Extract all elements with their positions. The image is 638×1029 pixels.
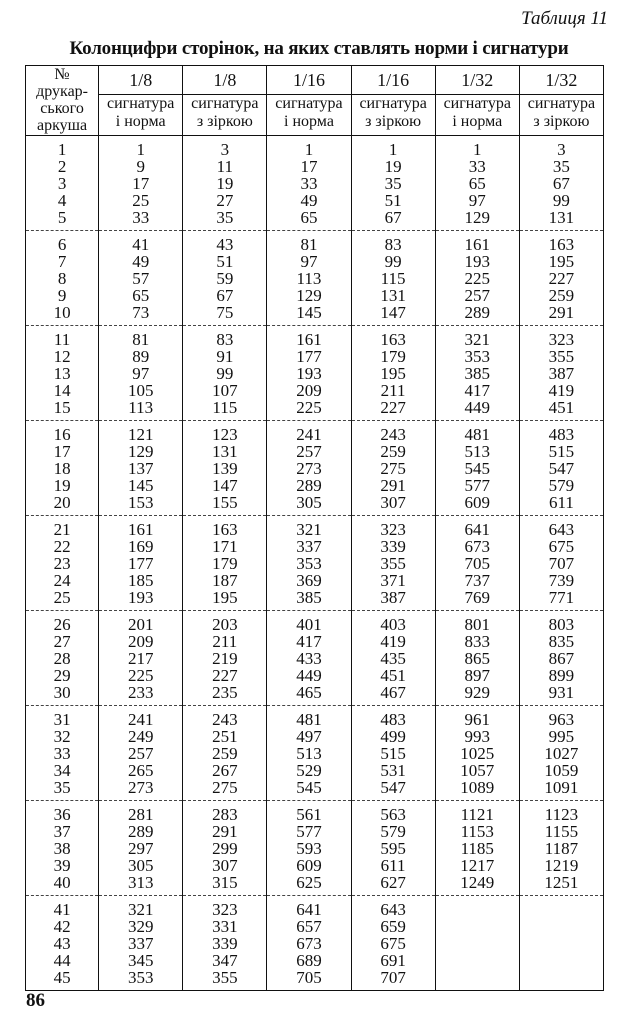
format-header: 1/32 (519, 66, 603, 95)
page-numbers-cell: 321 337 353 369 385 (267, 516, 351, 611)
sheet-numbers-cell: 11 12 13 14 15 (26, 326, 99, 421)
page-number: 86 (26, 990, 45, 1011)
page-numbers-cell: 161 169 177 185 193 (99, 516, 183, 611)
page-numbers-cell: 1 33 65 97 129 (435, 136, 519, 231)
page-numbers-cell: 1 9 17 25 33 (99, 136, 183, 231)
table-number-label: Таблиця 11 (521, 8, 608, 29)
page-numbers-cell: 241 249 257 265 273 (99, 706, 183, 801)
sub-header: сигнатура з зіркою (183, 95, 267, 136)
format-header: 1/32 (435, 66, 519, 95)
table-row (26, 516, 604, 611)
page-numbers-cell: 1121 1153 1185 1217 1249 (435, 801, 519, 896)
table-row (26, 706, 604, 801)
page-numbers-cell: 83 91 99 107 115 (183, 326, 267, 421)
page-numbers-cell: 201 209 217 225 233 (99, 611, 183, 706)
format-header: 1/8 (183, 66, 267, 95)
page-numbers-cell: 323 331 339 347 355 (183, 896, 267, 991)
page-numbers-cell: 83 99 115 131 147 (351, 231, 435, 326)
page-numbers-cell: 121 129 137 145 153 (99, 421, 183, 516)
page-numbers-cell: 643 675 707 739 771 (519, 516, 603, 611)
sheet-numbers-cell: 31 32 33 34 35 (26, 706, 99, 801)
format-header: 1/8 (99, 66, 183, 95)
page-numbers-cell: 481 513 545 577 609 (435, 421, 519, 516)
sub-header: сигнатура з зіркою (519, 95, 603, 136)
page-numbers-cell: 243 251 259 267 275 (183, 706, 267, 801)
page-numbers-cell (435, 896, 519, 991)
page-numbers-cell: 401 417 433 449 465 (267, 611, 351, 706)
page-numbers-cell: 163 171 179 187 195 (183, 516, 267, 611)
sheet-number-header: № друкар- ського аркуша (26, 66, 99, 136)
signature-table (25, 65, 604, 991)
page-numbers-cell (519, 896, 603, 991)
page-numbers-cell: 963 995 1027 1059 1091 (519, 706, 603, 801)
page-numbers-cell: 483 515 547 579 611 (519, 421, 603, 516)
page-numbers-cell: 403 419 435 451 467 (351, 611, 435, 706)
sheet-numbers-cell: 16 17 18 19 20 (26, 421, 99, 516)
sheet-numbers-cell: 1 2 3 4 5 (26, 136, 99, 231)
page-numbers-cell: 3 11 19 27 35 (183, 136, 267, 231)
page-numbers-cell: 163 195 227 259 291 (519, 231, 603, 326)
format-header: 1/16 (351, 66, 435, 95)
sheet-numbers-cell: 36 37 38 39 40 (26, 801, 99, 896)
page-numbers-cell: 41 49 57 65 73 (99, 231, 183, 326)
page-numbers-cell: 323 339 355 371 387 (351, 516, 435, 611)
page-numbers-cell: 561 577 593 609 625 (267, 801, 351, 896)
page-numbers-cell: 563 579 595 611 627 (351, 801, 435, 896)
page-numbers-cell: 283 291 299 307 315 (183, 801, 267, 896)
page-numbers-cell: 803 835 867 899 931 (519, 611, 603, 706)
page-numbers-cell: 321 353 385 417 449 (435, 326, 519, 421)
page-numbers-cell: 203 211 219 227 235 (183, 611, 267, 706)
sub-header: сигнатура і норма (435, 95, 519, 136)
page-numbers-cell: 641 657 673 689 705 (267, 896, 351, 991)
sheet-numbers-cell: 26 27 28 29 30 (26, 611, 99, 706)
sub-header: сигнатура з зіркою (351, 95, 435, 136)
sub-header: сигнатура і норма (267, 95, 351, 136)
page-numbers-cell: 43 51 59 67 75 (183, 231, 267, 326)
page-numbers-cell: 281 289 297 305 313 (99, 801, 183, 896)
page-numbers-cell: 321 329 337 345 353 (99, 896, 183, 991)
page-numbers-cell: 641 673 705 737 769 (435, 516, 519, 611)
page-numbers-cell: 161 177 193 209 225 (267, 326, 351, 421)
page-numbers-cell: 243 259 275 291 307 (351, 421, 435, 516)
page-numbers-cell: 643 659 675 691 707 (351, 896, 435, 991)
table-body (26, 136, 604, 991)
page-numbers-cell: 161 193 225 257 289 (435, 231, 519, 326)
page-numbers-cell: 1 19 35 51 67 (351, 136, 435, 231)
table-row (26, 136, 604, 231)
page-numbers-cell: 241 257 273 289 305 (267, 421, 351, 516)
sheet-numbers-cell: 41 42 43 44 45 (26, 896, 99, 991)
page-numbers-cell: 163 179 195 211 227 (351, 326, 435, 421)
page-numbers-cell: 483 499 515 531 547 (351, 706, 435, 801)
table-title: Колонцифри сторінок, на яких ставлять норми і сигнатури (69, 38, 569, 59)
table-row (26, 231, 604, 326)
sheet-numbers-cell: 21 22 23 24 25 (26, 516, 99, 611)
page-numbers-cell: 123 131 139 147 155 (183, 421, 267, 516)
page-numbers-cell: 961 993 1025 1057 1089 (435, 706, 519, 801)
page-numbers-cell: 81 89 97 105 113 (99, 326, 183, 421)
page-numbers-cell: 801 833 865 897 929 (435, 611, 519, 706)
page-numbers-cell: 1 17 33 49 65 (267, 136, 351, 231)
page-numbers-cell: 1123 1155 1187 1219 1251 (519, 801, 603, 896)
sub-header: сигнатура і норма (99, 95, 183, 136)
table-row (26, 801, 604, 896)
sheet-numbers-cell: 6 7 8 9 10 (26, 231, 99, 326)
page-numbers-cell: 81 97 113 129 145 (267, 231, 351, 326)
table-row (26, 421, 604, 516)
table-row (26, 896, 604, 991)
format-header: 1/16 (267, 66, 351, 95)
table-row (26, 326, 604, 421)
page-numbers-cell: 323 355 387 419 451 (519, 326, 603, 421)
table-row (26, 611, 604, 706)
page-numbers-cell: 3 35 67 99 131 (519, 136, 603, 231)
page-numbers-cell: 481 497 513 529 545 (267, 706, 351, 801)
